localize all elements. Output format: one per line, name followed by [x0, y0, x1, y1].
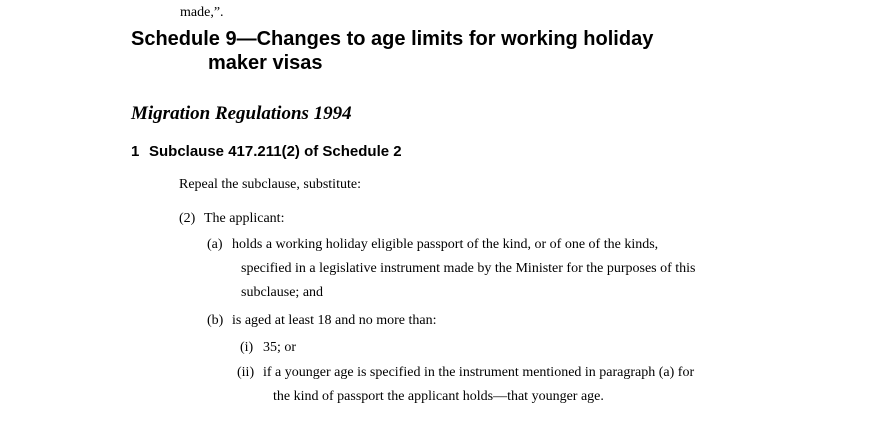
para-a-line3: subclause; and — [241, 285, 324, 300]
para-a-line1: holds a working holiday eligible passport of the kind, or of one of the kinds, — [232, 237, 659, 252]
item-heading: Subclause 417.211(2) of Schedule 2 — [149, 143, 402, 160]
subpara-ii-line2: the kind of passport the applicant holds—that younger age. — [273, 389, 604, 404]
para-a-line2: specified in a legislative instrument made by the Minister for the purposes of this — [241, 261, 696, 276]
para-b-text: is aged at least 18 and no more than: — [232, 313, 437, 328]
act-title: Migration Regulations 1994 — [131, 103, 352, 124]
prior-text: made,”. — [180, 5, 224, 20]
amending-instruction: Repeal the subclause, substitute: — [179, 177, 361, 192]
para-b-label: (b) — [207, 313, 224, 328]
para-a-label: (a) — [207, 237, 223, 252]
subpara-ii-line1: if a younger age is specified in the instrument mentioned in paragraph (a) for — [263, 365, 695, 380]
schedule-heading-line1: Schedule 9—Changes to age limits for working holiday — [131, 28, 654, 50]
subpara-ii-label: (ii) — [237, 365, 255, 380]
subclause-label: (2) — [179, 211, 196, 226]
subclause-text: The applicant: — [204, 211, 285, 226]
item-number: 1 — [131, 143, 140, 160]
schedule-heading-line2: maker visas — [208, 52, 323, 74]
subpara-i-text: 35; or — [263, 340, 297, 355]
subpara-i-label: (i) — [240, 340, 254, 355]
